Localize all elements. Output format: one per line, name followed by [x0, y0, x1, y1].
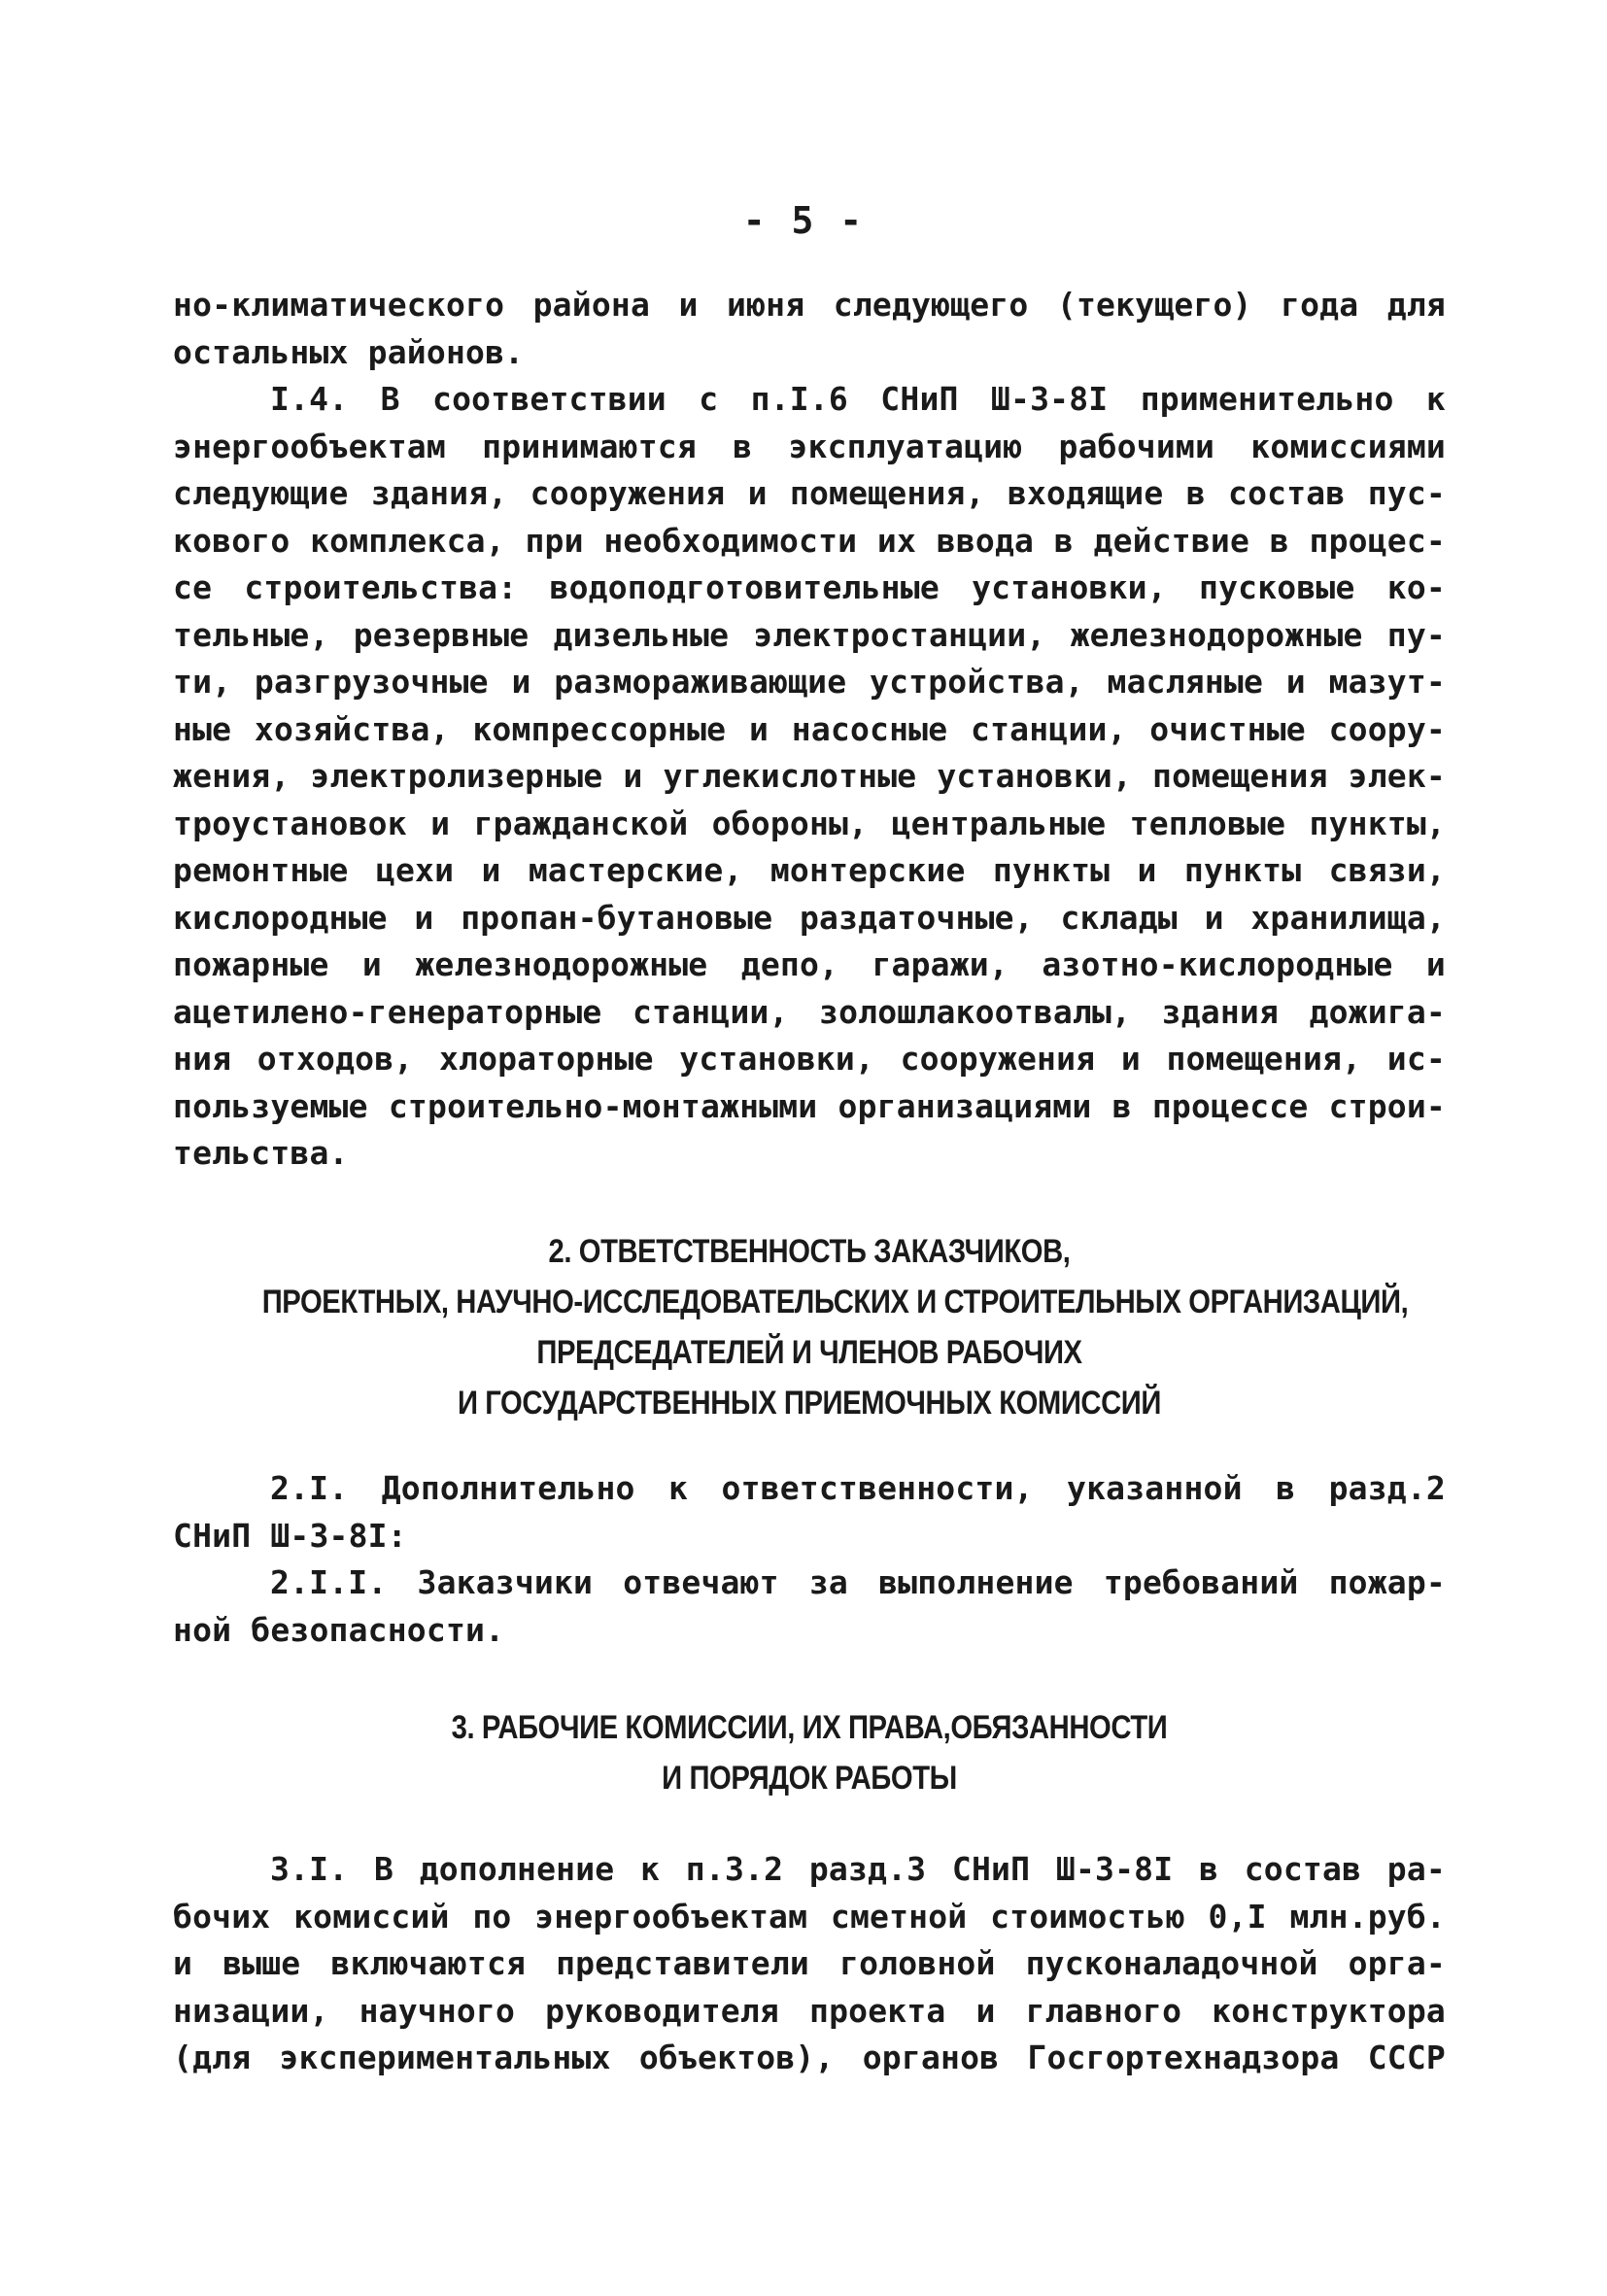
text-line: и выше включаются представители головной пусконаладочной орга-: [173, 1944, 1446, 1982]
text-line: 3.I. В дополнение к п.3.2 разд.3 СНиП Ш-3-8I в состав ра-: [270, 1850, 1446, 1888]
text-line: но-климатического района и июня следующего (текущего) года для: [173, 286, 1446, 324]
text-line: ной безопасности.: [173, 1610, 505, 1649]
section-heading-3: [262, 1702, 1357, 1803]
text-line: бочих комиссий по энергообъектам сметной стоимостью 0,I млн.руб.: [173, 1897, 1446, 1936]
text-line: следующие здания, сооружения и помещения, входящие в состав пус-: [173, 474, 1446, 512]
heading-line: ПРЕДСЕДАТЕЛЕЙ И ЧЛЕНОВ РАБОЧИХ: [536, 1334, 1082, 1371]
paragraph-1-4: [173, 376, 1446, 1178]
text-line: I.4. В соответствии с п.I.6 СНиП Ш-3-8I применительно к: [270, 380, 1446, 418]
text-line: ти, разгрузочные и размораживающие устройства, масляные и мазут-: [173, 663, 1446, 701]
heading-line: 2. ОТВЕТСТВЕННОСТЬ ЗАКАЗЧИКОВ,: [548, 1233, 1071, 1270]
text-line: троустановок и гражданской обороны, центральные тепловые пункты,: [173, 804, 1446, 842]
text-line: остальных районов.: [173, 332, 525, 371]
paragraph-1-3-continuation: [173, 282, 1446, 376]
text-line: се строительства: водоподготовительные установки, пусковые ко-: [173, 568, 1446, 606]
text-line: ния отходов, хлораторные установки, сооружения и помещения, ис-: [173, 1040, 1446, 1078]
heading-line: ПРОЕКТНЫХ, НАУЧНО-ИССЛЕДОВАТЕЛЬСКИХ И СТРОИТЕЛЬНЫХ ОРГАНИЗАЦИЙ,: [261, 1284, 1409, 1320]
section-heading-2: [261, 1226, 1409, 1428]
text-line: пользуемые строительно-монтажными организациями в процессе строи-: [173, 1086, 1446, 1125]
paragraph-3-1: [173, 1846, 1446, 2082]
text-line: кислородные и пропан-бутановые раздаточные, склады и хранилища,: [173, 898, 1446, 937]
paragraph-2-1: [173, 1465, 1446, 1559]
heading-line: И ГОСУДАРСТВЕННЫХ ПРИЕМОЧНЫХ КОМИССИЙ: [458, 1385, 1161, 1422]
text-line: 2.I. Дополнительно к ответственности, указанной в разд.2: [270, 1469, 1446, 1507]
text-line: ремонтные цехи и мастерские, монтерские пункты и пункты связи,: [173, 851, 1446, 889]
text-line: кового комплекса, при необходимости их ввода в действие в процес-: [173, 521, 1446, 560]
text-line: жения, электролизерные и углекислотные установки, помещения элек-: [173, 757, 1446, 795]
text-line: (для экспериментальных объектов), органов Госгортехнадзора СССР: [173, 2039, 1446, 2076]
text-line: энергообъектам принимаются в эксплуатацию рабочими комиссиями: [173, 427, 1446, 465]
text-line: тельные, резервные дизельные электростанции, железнодорожные пу-: [173, 615, 1446, 654]
page-number: - 5 -: [742, 199, 865, 242]
heading-line: И ПОРЯДОК РАБОТЫ: [662, 1760, 957, 1797]
text-line: пожарные и железнодорожные депо, гаражи, азотно-кислородные и: [173, 945, 1446, 983]
text-line: ацетилено-генераторные станции, золошлакоотвалы, здания дожига-: [173, 992, 1446, 1031]
text-line: СНиП Ш-3-8I:: [173, 1516, 407, 1555]
text-line: 2.I.I. Заказчики отвечают за выполнение требований пожар-: [270, 1563, 1446, 1601]
text-line: низации, научного руководителя проекта и главного конструктора: [173, 1991, 1446, 2030]
text-line: ные хозяйства, компрессорные и насосные станции, очистные соору-: [173, 709, 1446, 748]
text-line: тельства.: [173, 1134, 349, 1172]
paragraph-2-1-1: [173, 1559, 1446, 1654]
heading-line: 3. РАБОЧИЕ КОМИССИИ, ИХ ПРАВА,ОБЯЗАННОСТИ: [451, 1709, 1168, 1746]
